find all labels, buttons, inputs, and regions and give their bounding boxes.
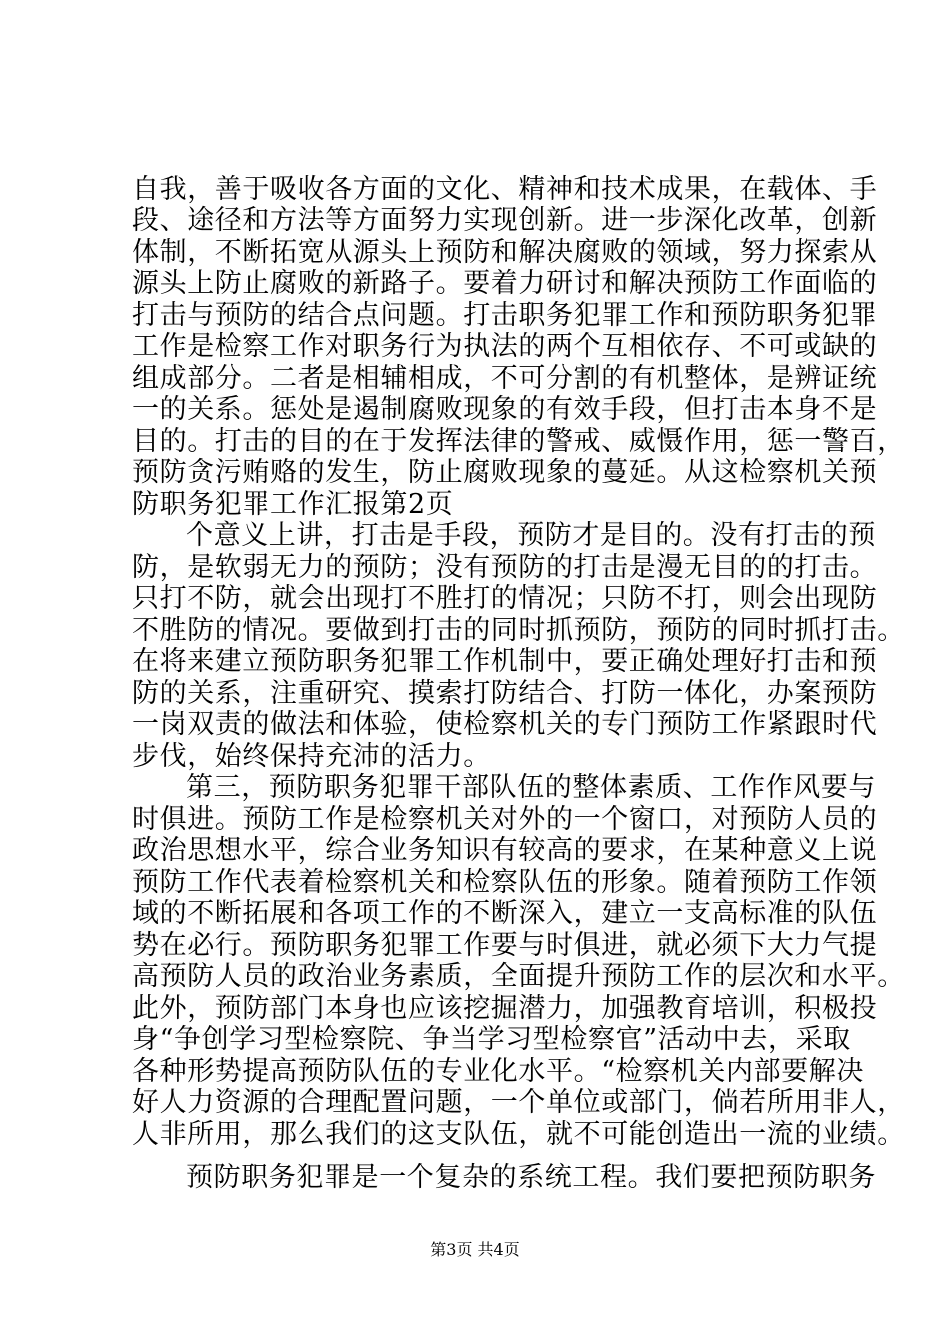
text-line: 防的关系，注重研究、摸索打防结合、打防一体化，办案预防	[132, 678, 878, 709]
text-line: 时俱进。预防工作是检察机关对外的一个窗口，对预防人员的	[132, 804, 878, 835]
text-line: 步伐，始终保持充沛的活力。	[132, 741, 491, 772]
text-line: 好人力资源的合理配置问题，一个单位或部门，倘若所用非人，	[132, 1087, 905, 1118]
text-line: 一的关系。惩处是遏制腐败现象的有效手段，但打击本身不是	[132, 394, 878, 425]
text-line: 预防工作代表着检察机关和检察队伍的形象。随着预防工作领	[132, 867, 878, 898]
text-line: 源头上防止腐败的新路子。要着力研讨和解决预防工作面临的	[132, 268, 878, 299]
text-line: 域的不断拓展和各项工作的不断深入，建立一支高标准的队伍	[132, 898, 878, 929]
text-line: 势在必行。预防职务犯罪工作要与时俱进，就必须下大力气提	[132, 930, 878, 961]
text-line: 不胜防的情况。要做到打击的同时抓预防，预防的同时抓打击。	[132, 615, 905, 646]
text-line: 打击与预防的结合点问题。打击职务犯罪工作和预防职务犯罪	[132, 300, 878, 331]
text-line: 在将来建立预防职务犯罪工作机制中，要正确处理好打击和预	[132, 646, 878, 677]
text-line: 段、途径和方法等方面努力实现创新。进一步深化改革，创新	[132, 205, 878, 236]
paragraph-first-line: 预防职务犯罪是一个复杂的系统工程。我们要把预防职务	[186, 1162, 876, 1193]
paragraph-first-line: 第三，预防职务犯罪干部队伍的整体素质、工作作风要与	[186, 772, 876, 803]
text-line: 组成部分。二者是相辅相成，不可分割的有机整体，是辨证统	[132, 363, 878, 394]
text-line: 政治思想水平，综合业务知识有较高的要求，在某种意义上说	[132, 835, 878, 866]
text-line: 高预防人员的政治业务素质，全面提升预防工作的层次和水平。	[132, 961, 905, 992]
text-line: 身“争创学习型检察院、争当学习型检察官”活动中去，采取	[132, 1024, 851, 1055]
paragraph-first-line: 个意义上讲，打击是手段，预防才是目的。没有打击的预	[186, 520, 876, 551]
text-line: 工作是检察工作对职务行为执法的两个互相依存、不可或缺的	[132, 331, 878, 362]
text-line: 一岗双责的做法和体验，使检察机关的专门预防工作紧跟时代	[132, 709, 878, 740]
page-footer: 第3页 共4页	[430, 1240, 520, 1259]
text-line: 自我，善于吸收各方面的文化、精神和技术成果，在载体、手	[132, 174, 878, 205]
text-line: 人非所用，那么我们的这支队伍，就不可能创造出一流的业绩。	[132, 1119, 905, 1150]
text-line: 防职务犯罪工作汇报第2页	[132, 489, 454, 520]
text-line: 防，是软弱无力的预防；没有预防的打击是漫无目的的打击。	[132, 552, 878, 583]
text-line: 各种形势提高预防队伍的专业化水平。“检察机关内部要解决	[132, 1056, 865, 1087]
text-line: 体制，不断拓宽从源头上预防和解决腐败的领域，努力探索从	[132, 237, 878, 268]
text-line: 只打不防，就会出现打不胜打的情况；只防不打，则会出现防	[132, 583, 878, 614]
text-line: 此外，预防部门本身也应该挖掘潜力，加强教育培训，积极投	[132, 993, 878, 1024]
text-line: 预防贪污贿赂的发生，防止腐败现象的蔓延。从这检察机关预	[132, 457, 878, 488]
text-line: 目的。打击的目的在于发挥法律的警戒、威慑作用，惩一警百，	[132, 426, 905, 457]
